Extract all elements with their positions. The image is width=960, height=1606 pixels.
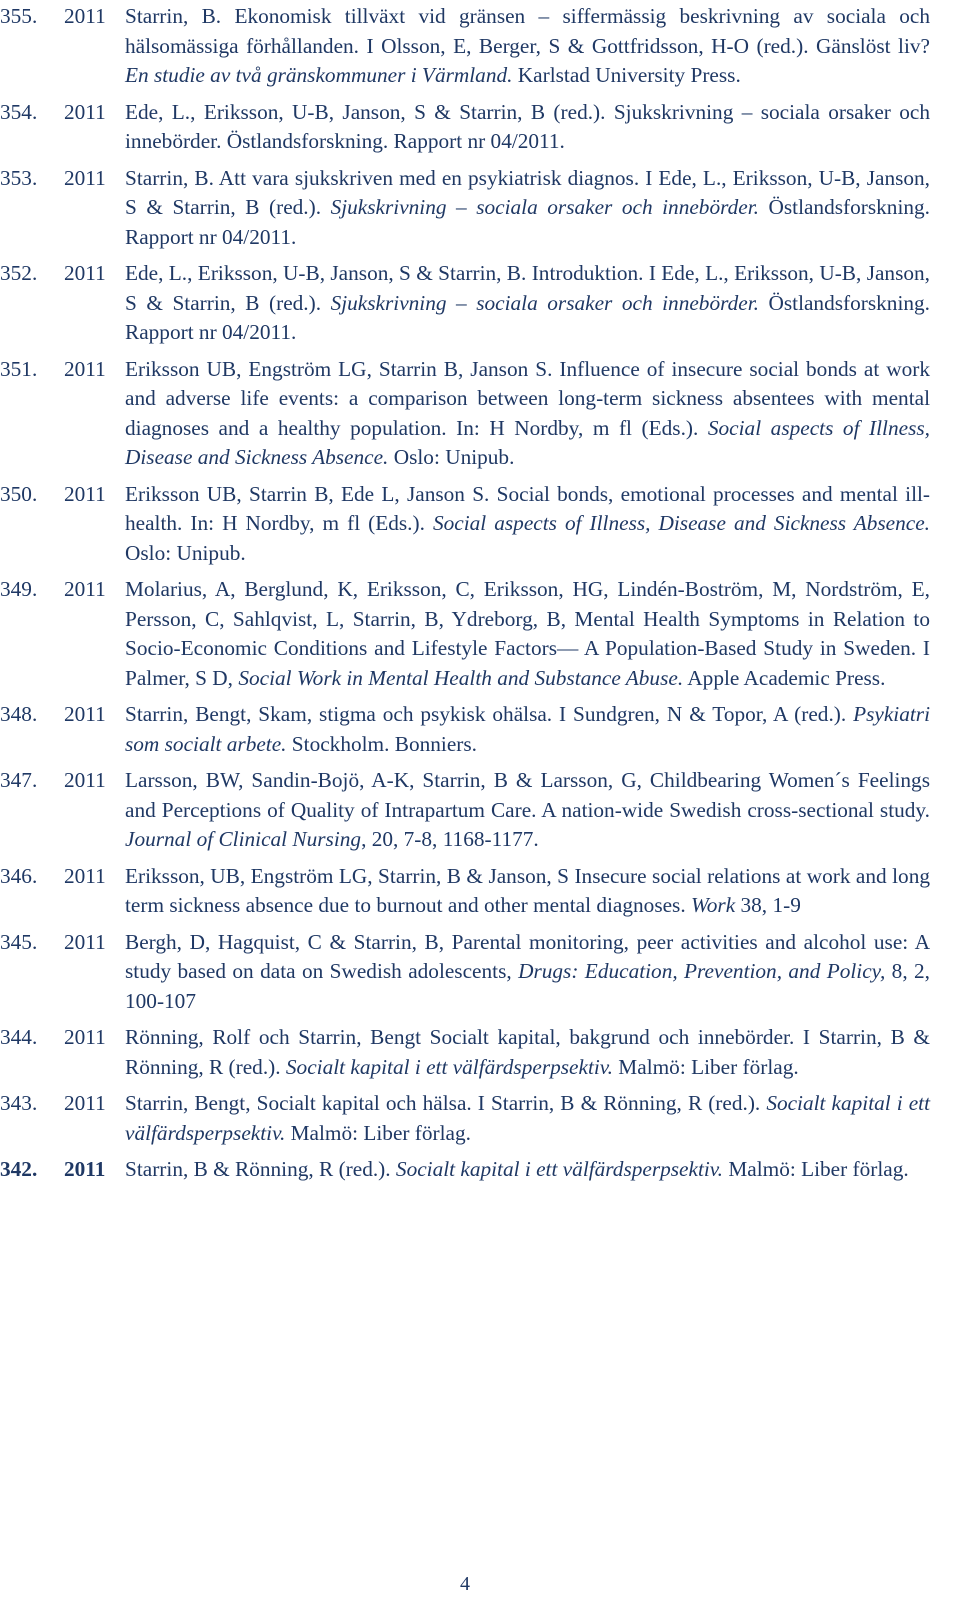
reference-number: 355. [0,4,38,28]
citation-text: Karlstad University Press. [512,63,741,87]
citation-text: Stockholm. Bonniers. [286,731,477,756]
page-number: 4 [460,1573,470,1595]
citation-title: Psykiatri som socialt arbete. [125,702,930,756]
reference-year: 2011 [64,99,106,124]
citation-text: Starrin, Bengt, Skam, stigma och psykisk ohälsa. I Sundgren, N & Topor, A (red.). [125,702,854,726]
reference-citation [125,1091,930,1145]
citation-text: , 20, 7-8, 1168-1177. [361,827,539,851]
citation-text: Östlandsforskning. Rapport nr 04/2011. [125,195,930,249]
reference-number: 342. [0,1157,38,1181]
citation-text: Eriksson, UB, Engström LG, Starrin, B & Janson, S Insecure social relations at work and long term sickness absence due to burnout and other mental diagnoses. [125,863,930,917]
citation-text: Malmö: Liber förlag. [612,1054,799,1079]
reference-entry [0,2,930,91]
reference-citation [125,166,930,249]
citation-title: Sjukskrivning – sociala orsaker och innebörder. [330,195,759,219]
reference-entry [0,480,930,569]
citation-title: Social aspects of Illness, Disease and Sickness Absence. [125,415,930,469]
reference-year: 2011 [64,863,106,888]
citation-text: Starrin, B. Ekonomisk tillväxt vid gränsen – siffermässig beskrivning av sociala och hälsomässiga förhållanden. I Olsson, E, Berger, S & Gottfridsson, H-O (red.). Gänslöst liv? [125,4,930,58]
reference-year: 2011 [64,768,106,792]
citation-title: Social Work in Mental Health and Substance Abuse. [238,665,684,690]
reference-number: 344. [0,1025,38,1049]
reference-number: 350. [0,481,38,506]
reference-number: 347. [0,768,38,792]
reference-entry [0,700,930,759]
reference-number: 353. [0,165,38,190]
citation-title: Socialt kapital i ett välfärdsperpsektiv. [125,1091,931,1145]
reference-citation [125,261,930,344]
reference-entry [0,1023,930,1082]
citation-text: Starrin, B. Att vara sjukskriven med en psykiatrisk diagnos. I Ede, L., Eriksson, U-B, Janson, S & Starrin, B (red.). [125,165,930,219]
citation-text: 8, 2, 100-107 [125,959,930,1013]
reference-number: 351. [0,356,38,381]
reference-entry [0,928,930,1017]
citation-text: Östlandsforskning. Rapport nr 04/2011. [125,290,930,344]
reference-citation [125,1025,930,1079]
reference-citation [125,482,930,565]
reference-citation [125,1157,909,1181]
reference-entry [0,766,930,855]
reference-number: 349. [0,577,38,601]
reference-year: 2011 [64,702,106,726]
citation-text: Apple Academic Press. [683,665,886,690]
citation-title: Drugs: Education, Prevention, and Policy, [518,959,886,983]
citation-text: Larsson, BW, Sandin-Bojö, A-K, Starrin, B & Larsson, G, Childbearing Women´s Feelings and Perceptions of Quality of Intrapartum Care. A nation-wide Swedish cross-sectional study. [125,768,930,822]
reference-entry [0,1155,930,1185]
citation-title: Sjukskrivning – sociala orsaker och innebörder. [330,290,759,315]
reference-citation [125,4,930,87]
reference-entry [0,259,930,348]
citation-text: 38, 1-9 [735,893,801,917]
citation-text: Molarius, A, Berglund, K, Eriksson, C, Eriksson, HG, Lindén-Boström, M, Nordström, E, Persson, C, Sahlqvist, L, Starrin, B, Ydreborg, B, Mental Health Symptoms in Relation to Socio-Economic Conditions and Lifestyle Factors— A Population-Based Study in Sweden. I Palmer, S D, [125,577,930,690]
citation-text: Rönning, Rolf och Starrin, Bengt Socialt kapital, bakgrund och innebörder. I Starrin, B & Rönning, R (red.). [125,1025,930,1079]
reference-entry [0,575,930,693]
reference-year: 2011 [64,165,106,190]
reference-year: 2011 [64,1025,106,1049]
reference-citation [125,100,930,154]
reference-entry [0,862,930,921]
citation-text: Ede, L., Eriksson, U-B, Janson, S & Starrin, B. Introduktion. I Ede, L., Eriksson, U-B, Janson, S & Starrin, B (red.). [125,261,930,315]
citation-title: Socialt kapital i ett välfärdsperpsektiv. [285,1054,613,1079]
citation-text: Eriksson UB, Starrin B, Ede L, Janson S. Social bonds, emotional processes and mental ill-health. In: H Nordby, m fl (Eds.). [125,481,930,535]
citation-text: Eriksson UB, Engström LG, Starrin B, Janson S. Influence of insecure social bonds at work and adverse life events: a comparison between long-term sickness absentees with mental diagnoses and a healthy population. In: H Nordby, m fl (Eds.). [125,356,930,440]
citation-text: Bergh, D, Hagquist, C & Starrin, B, Parental monitoring, peer activities and alcohol use: A study based on data on Swedish adolescents, [125,929,930,983]
reference-number: 345. [0,929,38,954]
reference-entry [0,164,930,253]
reference-year: 2011 [64,4,106,28]
citation-text: Malmö: Liber förlag. [723,1157,909,1181]
reference-entry [0,355,930,473]
citation-title: Socialt kapital i ett välfärdsperpsektiv. [395,1157,723,1181]
reference-citation [125,357,930,470]
reference-year: 2011 [64,1157,106,1181]
citation-title: En studie av två gränskommuner i Värmland. [125,63,513,87]
reference-year: 2011 [64,356,106,381]
citation-text: Starrin, B & Rönning, R (red.). [125,1157,396,1181]
reference-number: 354. [0,99,38,124]
citation-text: Malmö: Liber förlag. [285,1120,471,1145]
reference-year: 2011 [64,261,106,285]
reference-number: 352. [0,261,38,285]
reference-entry [0,1089,930,1148]
reference-entry [0,98,930,157]
citation-text: Oslo: Unipub. [388,445,515,469]
reference-citation [125,577,930,690]
reference-year: 2011 [64,929,106,954]
reference-citation [125,702,930,756]
citation-title: Journal of Clinical Nursing [125,827,362,851]
reference-list [0,2,930,1192]
reference-citation [125,930,930,1013]
citation-title: Work [691,893,736,917]
citation-text: Ede, L., Eriksson, U-B, Janson, S & Starrin, B (red.). Sjukskrivning – sociala orsaker och innebörder. Östlandsforskning. Rapport nr 04/2011. [125,99,930,153]
reference-number: 348. [0,702,38,726]
reference-citation [125,864,930,918]
reference-citation [125,768,930,851]
reference-year: 2011 [64,577,106,601]
reference-number: 346. [0,863,38,888]
reference-year: 2011 [64,481,106,506]
reference-year: 2011 [64,1091,106,1115]
citation-text: Oslo: Unipub. [125,540,246,565]
reference-number: 343. [0,1091,38,1115]
citation-text: Starrin, Bengt, Socialt kapital och hälsa. I Starrin, B & Rönning, R (red.). [125,1091,767,1115]
citation-title: Social aspects of Illness, Disease and Sickness Absence. [432,511,930,535]
